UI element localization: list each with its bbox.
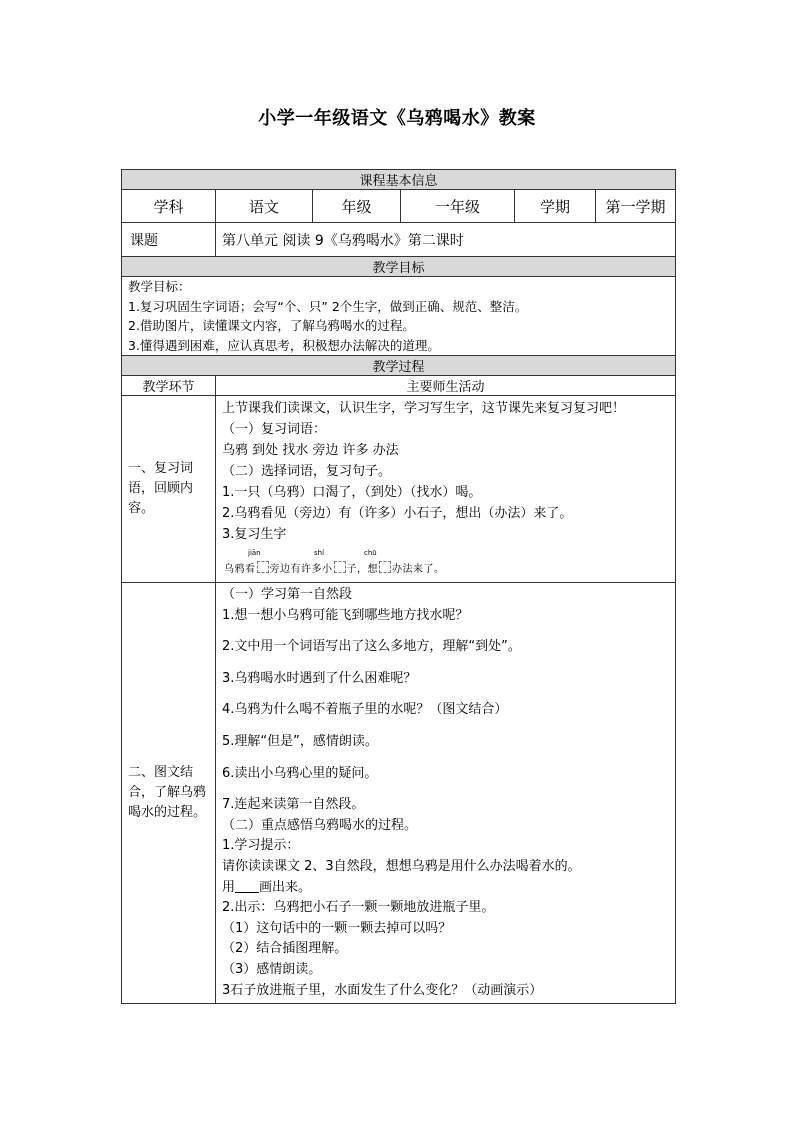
activity-line: 2.文中用一个词语写出了这么多地方，理解“到处”。 (222, 639, 521, 655)
subject-value: 语文 (216, 190, 313, 223)
activity-line: （二）重点感悟乌鸦喝水的过程。 (222, 817, 418, 833)
topic-row (122, 223, 676, 257)
activity-line: （一）复习词语： (222, 422, 327, 437)
stage-row-2 (122, 583, 676, 1004)
activity-line: 4.乌鸦为什么喝不着瓶子里的水呢？（图文结合） (222, 702, 508, 718)
underline-mark (235, 880, 259, 893)
sentence-part: 办法来了。 (392, 564, 445, 575)
goals-intro: 教学目标： (128, 279, 191, 294)
activity-line: 乌鸦 到处 找水 旁边 许多 办法 (222, 443, 399, 458)
grade-value: 一年级 (401, 190, 515, 223)
activity-column-header: 主要师生活动 (216, 376, 676, 396)
instruction-part: 用 (222, 879, 236, 895)
stage-1-label: 一、复习词语，回顾内容。 (122, 396, 216, 583)
blank-box (257, 561, 269, 573)
goal-item: 1.复习巩固生字词语；会写“个、只” 2个生字，做到正确、规范、整洁。 (128, 298, 528, 314)
subject-label: 学科 (122, 190, 216, 223)
pinyin-jian: jiān (248, 549, 261, 557)
stage-1-activities (216, 396, 676, 583)
basic-info-heading: 课程基本信息 (122, 170, 676, 190)
term-value: 第一学期 (596, 190, 676, 223)
goals-band (122, 257, 676, 277)
basic-info-band (122, 170, 676, 190)
activity-line: 1.想一想小乌鸦可能飞到哪些地方找水呢？ (222, 607, 469, 623)
activity-line: 3石子放进瓶子里，水面发生了什么变化？（动画演示） (222, 982, 543, 998)
blank-box (379, 561, 391, 573)
activity-line: （2）结合插图理解。 (222, 941, 348, 957)
pinyin-sentence (224, 560, 445, 575)
stage-column-header: 教学环节 (122, 376, 216, 396)
page-title: 小学一年级语文《乌鸦喝水》教案 (258, 108, 536, 129)
sentence-part: 旁边有许多小 (269, 564, 333, 575)
pinyin-exercise (222, 549, 669, 579)
activity-line: （3）感情朗读。 (222, 961, 322, 977)
activity-line: （一）学习第一自然段 (222, 587, 353, 602)
instruction-part: 画出来。 (259, 879, 312, 895)
term-label: 学期 (515, 190, 596, 223)
process-heading: 教学过程 (122, 356, 676, 376)
activity-line: 2.乌鸦看见（旁边）有（许多）小石子，想出（办法）来了。 (222, 506, 573, 521)
pinyin-shi: shí (314, 549, 325, 557)
activity-line: 3.复习生字 (222, 527, 287, 542)
goal-item: 3.懂得遇到困难，应认真思考，积极想办法解决的道理。 (128, 337, 440, 353)
basic-info-row (122, 190, 676, 223)
activity-line: 6.读出小乌鸦心里的疑问。 (222, 765, 378, 781)
process-band (122, 356, 676, 376)
blank-box (334, 561, 346, 573)
pinyin-chu: chū (364, 549, 377, 557)
stage-row-1 (122, 396, 676, 583)
activity-line: （二）选择词语，复习句子。 (222, 464, 392, 479)
lesson-plan-table (121, 169, 676, 1004)
activity-line: 1.一只（乌鸦）口渴了，（到处）（找水）喝。 (222, 485, 482, 500)
activity-line: 请你读读课文 2、3自然段，想想乌鸦是用什么办法喝着水的。 (222, 858, 581, 874)
goals-row (122, 277, 676, 356)
sentence-part: 子，想 (346, 564, 378, 575)
activity-line: 2.出示：乌鸦把小石子一颗一颗地放进瓶子里。 (222, 900, 495, 916)
activity-line: 上节课我们读课文，认识生字，学习写生字，这节课先来复习复习吧！ (222, 401, 626, 416)
topic-label: 课题 (122, 223, 216, 257)
stage-2-activities (216, 583, 676, 1004)
sentence-part: 乌鸦看 (224, 564, 256, 575)
process-column-header (122, 376, 676, 396)
activity-line: （1）这句话中的一颗一颗去掉可以吗？ (222, 920, 452, 936)
underline-instruction (222, 878, 669, 899)
topic-value: 第八单元 阅读 9《乌鸦喝水》第二课时 (216, 223, 676, 257)
activity-line: 5.理解“但是”，感情朗读。 (222, 733, 378, 749)
activity-line: 1.学习提示： (222, 838, 300, 854)
stage-2-label: 二、图文结合，了解乌鸦喝水的过程。 (122, 583, 216, 1004)
goals-heading: 教学目标 (122, 257, 676, 277)
goal-item: 2.借助图片，读懂课文内容，了解乌鸦喝水的过程。 (128, 318, 415, 333)
activity-line: 7.连起来读第一自然段。 (222, 797, 365, 813)
goals-content (122, 277, 676, 356)
activity-line: 3.乌鸦喝水时遇到了什么困难呢？ (222, 670, 417, 686)
grade-label: 年级 (313, 190, 401, 223)
